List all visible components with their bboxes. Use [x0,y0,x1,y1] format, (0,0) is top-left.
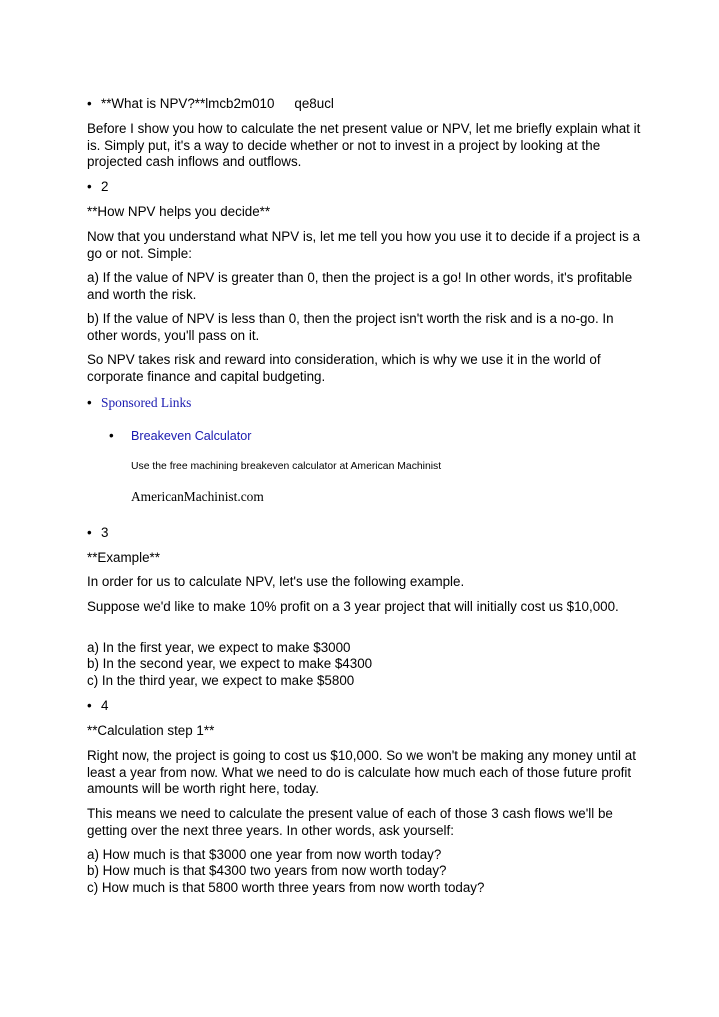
section-2-paragraph-3: b) If the value of NPV is less than 0, then the project isn't worth the risk and is a no-go. In other words, you'll pass on it. [87,311,614,343]
section-4-heading: **Calculation step 1** [87,723,215,738]
section-2-heading: **How NPV helps you decide** [87,204,271,219]
section-1-paragraph: Before I show you how to calculate the net present value or NPV, let me briefly explain what it is. Simply put, it's a way to decide whether or not to invest in a project by looking at the projected cash inflows and outflows. [87,121,641,170]
section-3-paragraph-1: In order for us to calculate NPV, let's use the following example. [87,574,465,589]
section-1-title: **What is NPV?**lmcb2m010 [101,96,275,111]
bullet-icon [109,428,131,444]
section-1-code: qe8ucl [294,96,334,111]
section-3-heading: **Example** [87,550,160,565]
sponsored-links-bullet [87,395,191,411]
bullet-icon [87,179,101,195]
section-4-paragraph-1: Right now, the project is going to cost us $10,000. So we won't be making any money until at least a year from now. What we need to do is calculate how much each of those future profit amounts will be worth right here, today. [87,748,636,797]
section-2-paragraph-4: So NPV takes risk and reward into consideration, which is why we use it in the world of corporate finance and capital budgeting. [87,352,601,384]
section-2-number: 2 [101,179,109,194]
bullet-icon [87,96,101,112]
section-3-bullet [87,525,108,541]
bullet-icon [87,395,101,411]
section-3-item-b: b) In the second year, we expect to make $4300 [87,656,373,671]
ad-description: Use the free machining breakeven calculator at American Machinist [131,461,442,472]
section-4-item-c: c) How much is that 5800 worth three years from now worth today? [87,880,485,895]
section-2-bullet [87,179,108,195]
section-4-item-b: b) How much is that $4300 two years from now worth today? [87,863,447,878]
ad-item [109,428,251,444]
section-3-item-c: c) In the third year, we expect to make $5800 [87,673,355,688]
section-4-bullet [87,698,108,714]
section-3-number: 3 [101,525,109,540]
section-4-paragraph-2: This means we need to calculate the present value of each of those 3 cash flows we'll be getting over the next three years. In other words, ask yourself: [87,806,613,838]
section-3-item-a: a) In the first year, we expect to make $3000 [87,640,351,655]
section-2-paragraph-2: a) If the value of NPV is greater than 0, then the project is a go! In other words, it's profitable and worth the risk. [87,270,633,302]
sponsored-links-label[interactable]: Sponsored Links [101,395,192,410]
section-1-bullet [87,96,334,112]
ad-url: AmericanMachinist.com [131,489,264,504]
section-4-number: 4 [101,698,109,713]
section-4-item-a: a) How much is that $3000 one year from now worth today? [87,847,442,862]
section-2-paragraph-1: Now that you understand what NPV is, let me tell you how you use it to decide if a project is a go or not. Simple: [87,229,641,261]
section-3-paragraph-2: Suppose we'd like to make 10% profit on a 3 year project that will initially cost us $10,000. [87,599,619,614]
bullet-icon [87,525,101,541]
ad-title-link[interactable]: Breakeven Calculator [131,429,252,443]
bullet-icon [87,698,101,714]
